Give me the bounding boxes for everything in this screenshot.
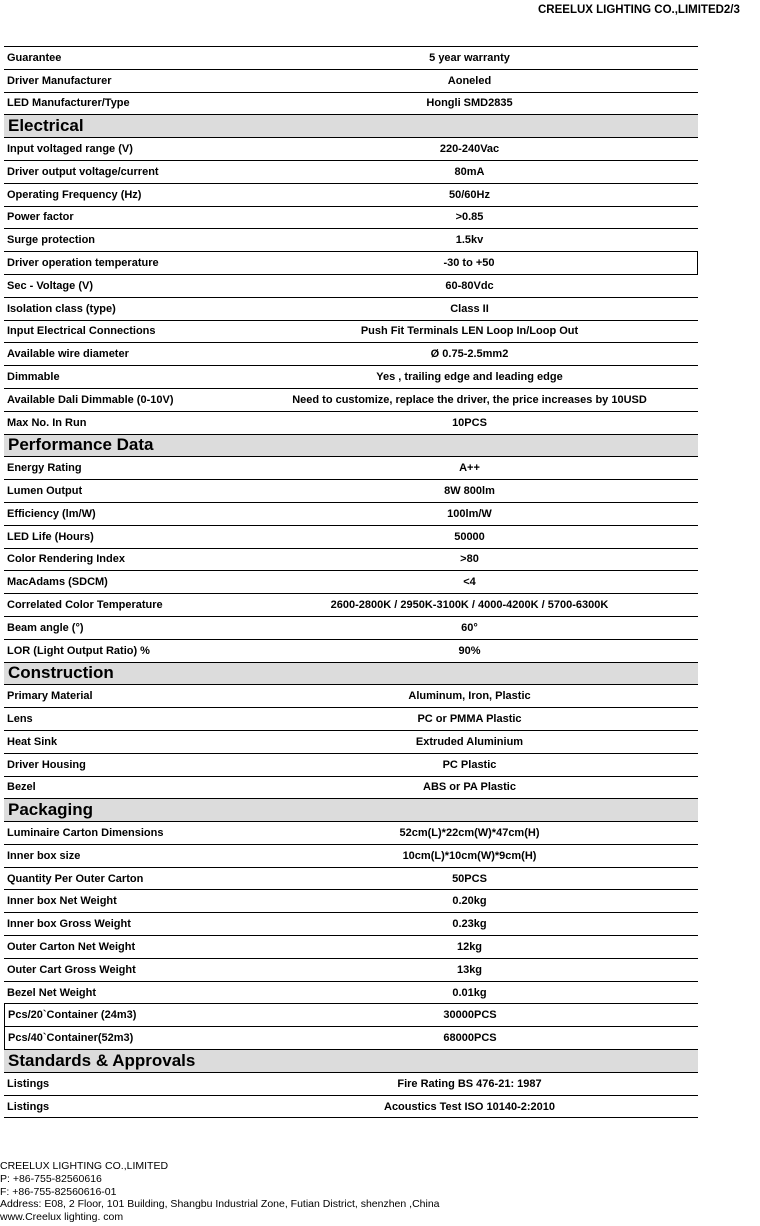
row-value: 0.23kg bbox=[452, 918, 487, 931]
row-value: Fire Rating BS 476-21: 1987 bbox=[397, 1077, 542, 1090]
row-value: Extruded Aluminium bbox=[415, 735, 524, 748]
footer-phone: P: +86-755-82560616 bbox=[0, 1172, 102, 1185]
table-row bbox=[4, 389, 698, 412]
table-row bbox=[4, 1096, 698, 1119]
table-row bbox=[4, 685, 698, 708]
row-label: Correlated Color Temperature bbox=[7, 599, 163, 612]
table-row bbox=[4, 161, 698, 184]
table-row bbox=[4, 1073, 698, 1096]
row-value: Yes , trailing edge and leading edge bbox=[376, 371, 563, 384]
row-value: 2600-2800K / 2950K-3100K / 4000-4200K / 5700-6300K bbox=[330, 599, 609, 612]
row-value: Acoustics Test ISO 10140-2:2010 bbox=[384, 1100, 555, 1113]
row-value: 60-80Vdc bbox=[445, 279, 494, 292]
row-value: 1.5kv bbox=[455, 234, 484, 247]
row-label: Outer Cart Gross Weight bbox=[7, 963, 136, 976]
row-value: Ø 0.75-2.5mm2 bbox=[430, 348, 509, 361]
table-row bbox=[4, 777, 698, 800]
row-label: Available Dali Dimmable (0-10V) bbox=[7, 393, 174, 406]
table-row bbox=[4, 321, 698, 344]
table-row bbox=[4, 1004, 698, 1027]
row-value: 50PCS bbox=[452, 872, 487, 885]
section-title-standards: Standards & Approvals bbox=[4, 1050, 698, 1073]
table-row bbox=[4, 526, 698, 549]
row-value: Hongli SMD2835 bbox=[426, 97, 513, 110]
row-value: Aluminum, Iron, Plastic bbox=[408, 690, 531, 703]
row-value: 52cm(L)*22cm(W)*47cm(H) bbox=[399, 826, 540, 839]
table-row bbox=[4, 343, 698, 366]
table-row bbox=[4, 275, 698, 298]
row-label: MacAdams (SDCM) bbox=[7, 576, 108, 589]
electrical-rows bbox=[4, 138, 698, 434]
row-label: Bezel Net Weight bbox=[7, 986, 97, 999]
row-label: Driver Housing bbox=[7, 758, 86, 771]
row-value: 90% bbox=[458, 644, 481, 657]
row-label: Primary Material bbox=[7, 690, 93, 703]
row-value: 0.20kg bbox=[452, 895, 487, 908]
section-title-construction: Construction bbox=[4, 663, 698, 686]
row-value: 10cm(L)*10cm(W)*9cm(H) bbox=[402, 849, 537, 862]
table-row bbox=[4, 1027, 698, 1050]
footer-fax: F: +86-755-82560616-01 bbox=[0, 1185, 117, 1198]
row-label: Driver operation temperature bbox=[7, 257, 159, 270]
row-label: Outer Carton Net Weight bbox=[7, 940, 136, 953]
row-value: 13kg bbox=[456, 963, 483, 976]
row-label: Pcs/20`Container (24m3) bbox=[8, 1009, 137, 1022]
footer-company: CREELUX LIGHTING CO.,LIMITED bbox=[0, 1160, 169, 1172]
row-label: Isolation class (type) bbox=[7, 302, 116, 315]
section-title-performance: Performance Data bbox=[4, 435, 698, 458]
row-value: Push Fit Terminals LEN Loop In/Loop Out bbox=[360, 325, 579, 338]
row-label: Energy Rating bbox=[7, 462, 82, 475]
row-value: PC Plastic bbox=[442, 758, 497, 771]
row-value: PC or PMMA Plastic bbox=[417, 713, 522, 725]
construction-rows bbox=[4, 685, 698, 799]
row-value: 50000 bbox=[454, 530, 485, 543]
row-value: 220-240Vac bbox=[439, 143, 500, 156]
row-value: 30000PCS bbox=[443, 1009, 497, 1022]
table-row bbox=[4, 640, 698, 663]
row-label: Max No. In Run bbox=[7, 416, 87, 429]
table-row bbox=[4, 70, 698, 93]
row-label: Bezel bbox=[7, 781, 36, 794]
table-row bbox=[4, 298, 698, 321]
row-value: 80mA bbox=[454, 165, 485, 178]
table-row bbox=[4, 184, 698, 207]
table-row bbox=[4, 913, 698, 936]
row-value: >80 bbox=[460, 553, 479, 566]
row-label: Inner box Net Weight bbox=[7, 895, 117, 908]
row-value: 60° bbox=[461, 621, 478, 634]
table-row bbox=[4, 138, 698, 161]
row-value: Need to customize, replace the driver, the price increases by 10USD bbox=[292, 393, 647, 406]
row-value: A++ bbox=[459, 462, 480, 475]
table-row bbox=[4, 229, 698, 252]
row-value: 10PCS bbox=[452, 416, 487, 429]
row-label: Listings bbox=[7, 1100, 50, 1113]
table-row bbox=[4, 890, 698, 913]
row-label: LOR (Light Output Ratio) % bbox=[7, 644, 150, 657]
row-label: Efficiency (lm/W) bbox=[7, 507, 96, 520]
row-label: Driver Manufacturer bbox=[7, 74, 112, 87]
row-value: 8W 800lm bbox=[444, 485, 495, 498]
row-value: <4 bbox=[463, 576, 476, 589]
table-row bbox=[4, 708, 698, 731]
table-row bbox=[4, 822, 698, 845]
row-label: Luminaire Carton Dimensions bbox=[7, 826, 164, 839]
footer bbox=[0, 1160, 440, 1224]
performance-rows bbox=[4, 457, 698, 662]
row-label: Guarantee bbox=[7, 51, 62, 64]
table-row bbox=[4, 754, 698, 777]
row-label: LED Manufacturer/Type bbox=[7, 97, 130, 110]
row-label: Heat Sink bbox=[7, 735, 58, 748]
row-label: Power factor bbox=[7, 211, 74, 224]
row-value: 5 year warranty bbox=[429, 51, 510, 64]
table-row bbox=[4, 936, 698, 959]
table-row bbox=[4, 207, 698, 230]
table-row bbox=[4, 571, 698, 594]
row-label: Input voltaged range (V) bbox=[7, 143, 133, 156]
row-label: Lens bbox=[7, 713, 33, 725]
row-value: Class II bbox=[450, 302, 489, 315]
row-label: Driver output voltage/current bbox=[7, 165, 159, 178]
row-label: Inner box size bbox=[7, 849, 81, 862]
footer-website: www.Creelux lighting. com bbox=[0, 1211, 124, 1224]
table-row bbox=[4, 47, 698, 70]
section-title-electrical: Electrical bbox=[4, 115, 698, 138]
row-label: Input Electrical Connections bbox=[7, 325, 156, 338]
row-label: Pcs/40`Container(52m3) bbox=[8, 1032, 134, 1045]
table-row bbox=[4, 480, 698, 503]
row-value: Aoneled bbox=[447, 74, 492, 87]
row-value: 0.01kg bbox=[452, 986, 487, 999]
table-row bbox=[4, 959, 698, 982]
table-row bbox=[4, 868, 698, 891]
table-row bbox=[4, 982, 698, 1005]
standards-rows bbox=[4, 1073, 698, 1119]
section-title-packaging: Packaging bbox=[4, 799, 698, 822]
row-value: 50/60Hz bbox=[449, 188, 490, 201]
row-label: Dimmable bbox=[7, 371, 60, 384]
row-label: LED Life (Hours) bbox=[7, 530, 94, 543]
table-row bbox=[4, 731, 698, 754]
row-label: Operating Frequency (Hz) bbox=[7, 188, 142, 201]
packaging-rows bbox=[4, 822, 698, 1050]
row-label: Quantity Per Outer Carton bbox=[7, 872, 144, 885]
table-row bbox=[4, 503, 698, 526]
table-row bbox=[4, 93, 698, 116]
table-row bbox=[4, 252, 698, 275]
row-value: -30 to +50 bbox=[443, 257, 495, 270]
row-label: Inner box Gross Weight bbox=[7, 918, 131, 931]
row-label: Listings bbox=[7, 1077, 50, 1090]
row-value: 68000PCS bbox=[443, 1032, 497, 1045]
footer-address: Address: E08, 2 Floor, 101 Building, Shangbu Industrial Zone, Futian District, shenzhen ,China bbox=[0, 1198, 440, 1211]
row-value: 12kg bbox=[456, 940, 483, 953]
row-value: ABS or PA Plastic bbox=[423, 781, 516, 794]
page-header: CREELUX LIGHTING CO.,LIMITED2/3 bbox=[538, 4, 740, 16]
row-label: Color Rendering Index bbox=[7, 553, 125, 566]
table-row bbox=[4, 617, 698, 640]
table-row bbox=[4, 457, 698, 480]
row-value: 100lm/W bbox=[447, 507, 492, 520]
table-row bbox=[4, 412, 698, 435]
row-value: >0.85 bbox=[455, 211, 484, 224]
row-label: Sec - Voltage (V) bbox=[7, 279, 93, 292]
spec-table bbox=[4, 46, 698, 1118]
table-row bbox=[4, 845, 698, 868]
row-label: Surge protection bbox=[7, 234, 96, 247]
top-rows bbox=[4, 47, 698, 115]
table-row bbox=[4, 549, 698, 572]
row-label: Available wire diameter bbox=[7, 348, 129, 361]
table-row bbox=[4, 366, 698, 389]
table-row bbox=[4, 594, 698, 617]
row-label: Lumen Output bbox=[7, 485, 83, 498]
row-label: Beam angle (°) bbox=[7, 621, 84, 634]
